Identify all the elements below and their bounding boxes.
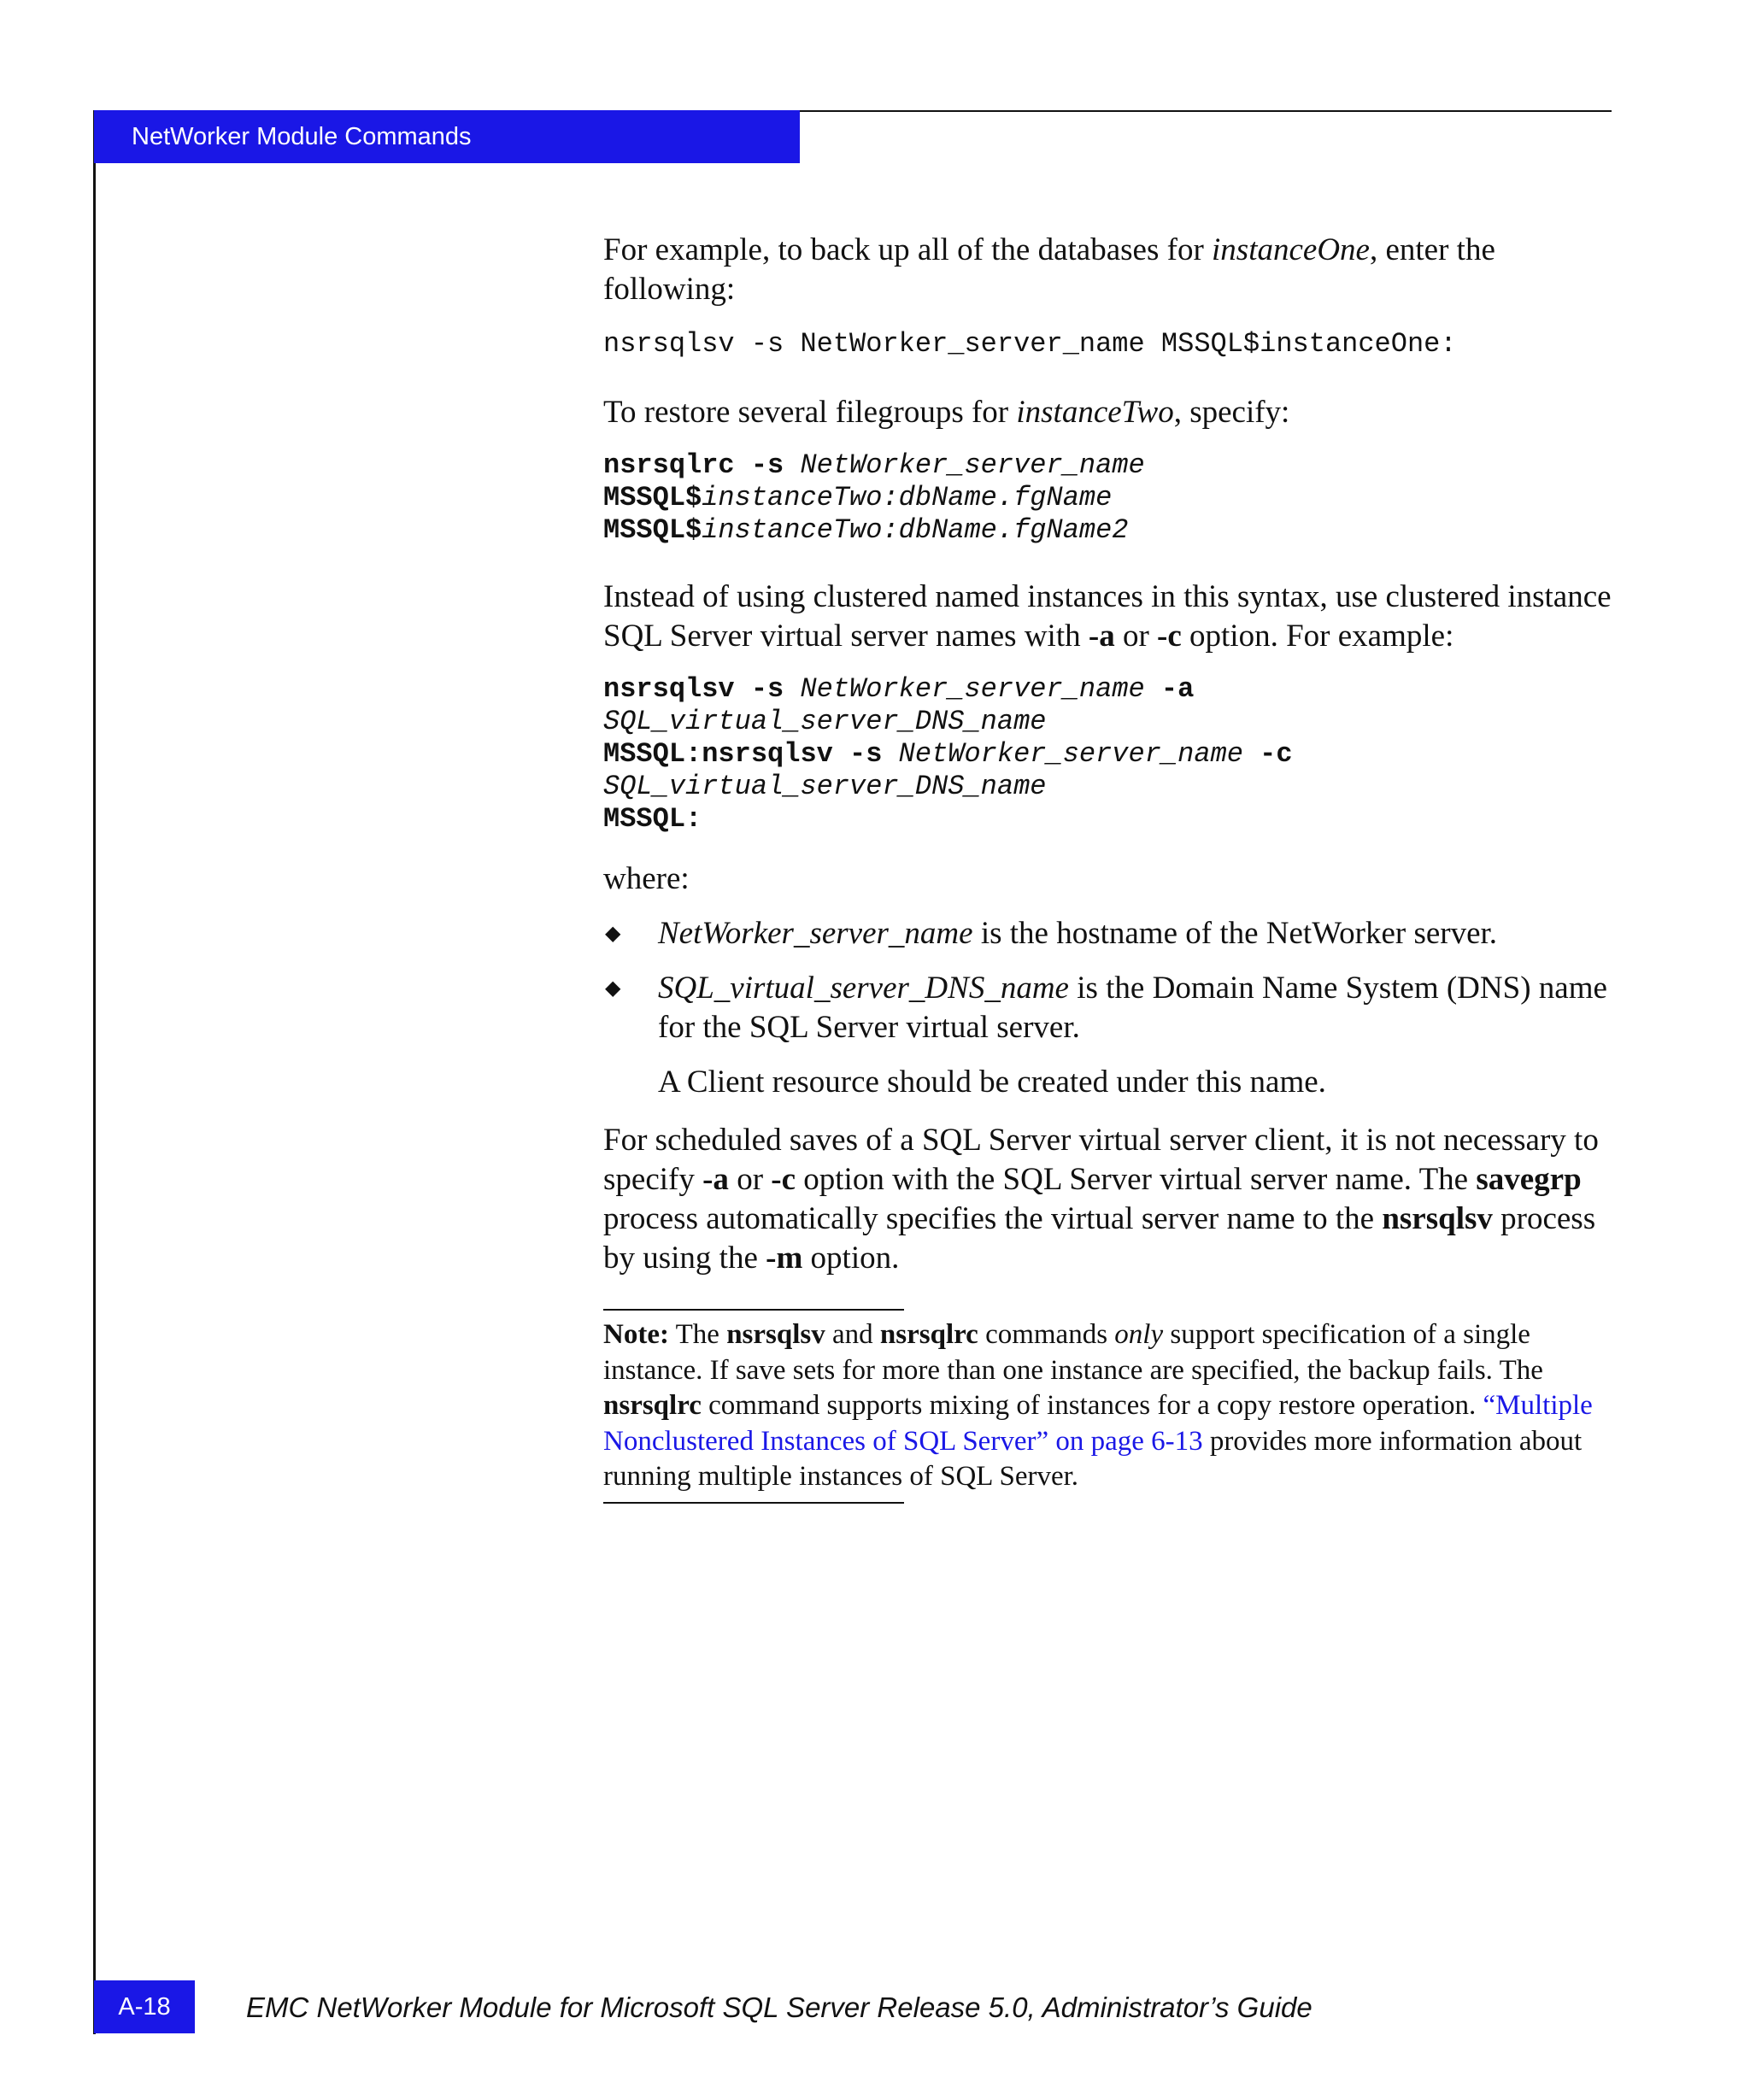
cross-reference-link[interactable]: “Multiple Nonclustered Instances of SQL Server” on page 6-13 <box>603 1390 1593 1457</box>
note-block: Note: The nsrsqlsv and nsrsqlrc commands only support specification of a single instance. If save sets for more than one instance are specified, the backup fails. The nsrsqlrc command supports mixing of instances for a copy restore operation. “Multiple Nonclustered Instances of SQL Server” on page 6-13 provides more information about running multiple instances of SQL Server. <box>603 1319 1593 1492</box>
code-line: MSSQL$instanceTwo:dbName.fgName2 <box>603 514 1129 546</box>
list-item: ◆ NetWorker_server_name is the hostname of the NetWorker server. <box>603 914 1612 953</box>
code-restore-command <box>603 449 1612 547</box>
list-item: ◆ SQL_virtual_server_DNS_name is the Domain Name System (DNS) name for the SQL Server virtual server. <box>605 971 1607 1045</box>
note-top-rule <box>603 1309 904 1311</box>
bullet-followup: A Client resource should be created under this name. <box>658 1065 1326 1100</box>
paragraph-scheduled-saves: For scheduled saves of a SQL Server virtual server client, it is not necessary to specify -a or -c option with the SQL Server virtual server name. The savegrp process automatically specifies the virtual server name to the nsrsqlsv process by using the -m option. <box>603 1123 1599 1276</box>
paragraph-clustered-instances: Instead of using clustered named instances in this syntax, use clustered instance SQL Server virtual server names with -a or -c option. For example: <box>603 579 1612 654</box>
code-line: MSSQL$instanceTwo:dbName.fgName <box>603 482 1113 513</box>
definition-list <box>603 914 1612 1047</box>
note-bottom-rule <box>603 1502 904 1504</box>
instance-name: instanceTwo <box>1016 395 1174 430</box>
diamond-bullet-icon: ◆ <box>605 977 621 1000</box>
document-title: EMC NetWorker Module for Microsoft SQL Server Release 5.0, Administrator’s Guide <box>246 1991 1312 2023</box>
left-margin-rule <box>93 110 96 2034</box>
code-virtual-server-command <box>603 673 1612 836</box>
code-line: nsrsqlsv -s NetWorker_server_name -a <box>603 673 1195 705</box>
code-line: nsrsqlrc -s NetWorker_server_name <box>603 449 1145 481</box>
diamond-bullet-icon: ◆ <box>605 923 621 945</box>
code-line: MSSQL:nsrsqlsv -s NetWorker_server_name -c <box>603 738 1293 770</box>
code-line: SQL_virtual_server_DNS_name <box>603 706 1047 737</box>
code-backup-command: nsrsqlsv -s NetWorker_server_name MSSQL$instanceOne: <box>603 328 1457 360</box>
code-line: SQL_virtual_server_DNS_name <box>603 771 1047 802</box>
where-label: where: <box>603 861 690 896</box>
instance-name: instanceOne <box>1212 232 1370 267</box>
code-line: MSSQL: <box>603 803 702 835</box>
paragraph-backup-example: For example, to back up all of the databases for instanceOne, enter the following: <box>603 232 1495 307</box>
section-header: NetWorker Module Commands <box>94 110 800 163</box>
page-number: A-18 <box>94 1980 195 2033</box>
paragraph-restore-example: To restore several filegroups for instanceTwo, specify: <box>603 395 1290 430</box>
page-content <box>603 231 1612 1504</box>
